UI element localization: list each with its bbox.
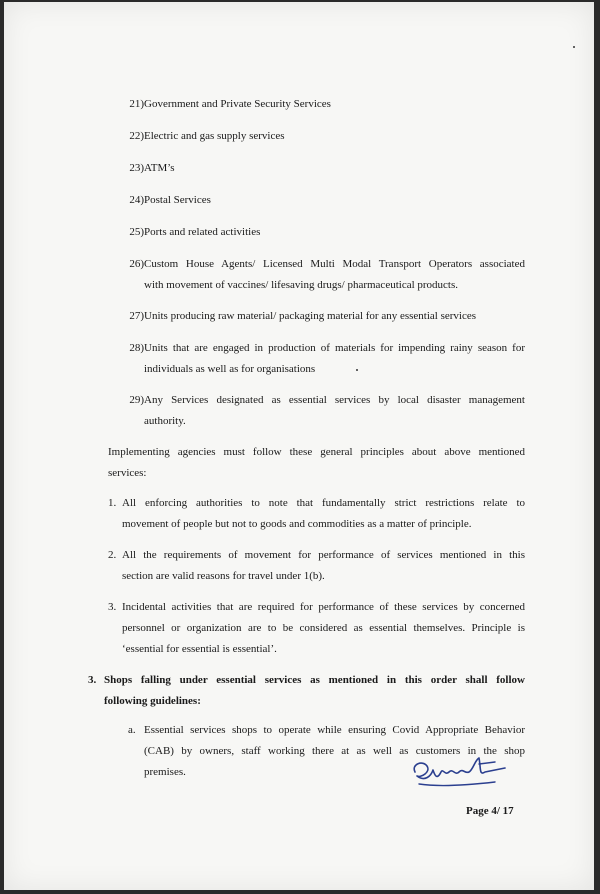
section-heading: Shops falling under essential services as mentioned in this order shall follow [104,674,525,686]
scan-speck [573,46,575,48]
list-item: Custom House Agents/ Licensed Multi Modal Transport Operators associated [144,258,525,270]
scan-speck [356,369,358,371]
guideline-continuation: premises. [144,766,186,778]
handwritten-signature [409,754,519,794]
principles-intro: Implementing agencies must follow these general principles about above mentioned [108,446,525,458]
section-heading-continuation: following guidelines: [104,695,201,707]
principle-item: Incidental activities that are required for performance of these services by concerned [122,601,525,613]
principle-continuation: section are valid reasons for travel under 1(b). [122,570,325,582]
list-item: Postal Services [144,194,211,206]
list-item: Units producing raw material/ packaging material for any essential services [144,310,477,322]
principle-continuation: personnel or organization are to be considered as essential themselves. Principle is [122,622,525,634]
list-item: ATM’s [144,162,175,174]
principle-continuation: ‘essential for essential is essential’. [122,643,277,655]
principles-intro-continuation: services: [108,467,147,479]
list-item-number: 25) [129,226,144,238]
list-item-continuation: with movement of vaccines/ lifesaving drugs/ pharmaceutical products. [144,279,459,291]
list-item-continuation: individuals as well as for organisations [144,363,316,375]
list-item-number: 26) [129,258,144,270]
guideline-item: Essential services shops to operate while ensuring Covid Appropriate Behavior [144,724,525,736]
page-number: Page 4/ 17 [466,805,514,817]
list-item-number: 23) [129,162,144,174]
guideline-letter: a. [128,724,136,736]
list-item: Any Services designated as essential services by local disaster management [144,394,525,406]
document-page [4,2,594,890]
principle-number: 2. [108,549,117,561]
list-item-continuation: authority. [144,415,186,427]
list-item-number: 27) [129,310,144,322]
list-item-number: 28) [129,342,144,354]
list-item: Government and Private Security Services [144,98,331,110]
list-item: Electric and gas supply services [144,130,285,142]
list-item-number: 21) [129,98,144,110]
principle-item: All the requirements of movement for performance of services mentioned in this [122,549,525,561]
list-item-number: 22) [129,130,144,142]
list-item-number: 24) [129,194,144,206]
guideline-continuation: (CAB) by owners, staff working there at as well as customers in the shop [144,745,525,757]
list-item: Ports and related activities [144,226,261,238]
principle-number: 1. [108,497,117,509]
principle-continuation: movement of people but not to goods and commodities as a matter of principle. [122,518,472,530]
principle-number: 3. [108,601,117,613]
list-item: Units that are engaged in production of materials for impending rainy season for [144,342,525,354]
principle-item: All enforcing authorities to note that fundamentally strict restrictions relate to [122,497,525,509]
list-item-number: 29) [129,394,144,406]
section-number: 3. [88,674,97,686]
